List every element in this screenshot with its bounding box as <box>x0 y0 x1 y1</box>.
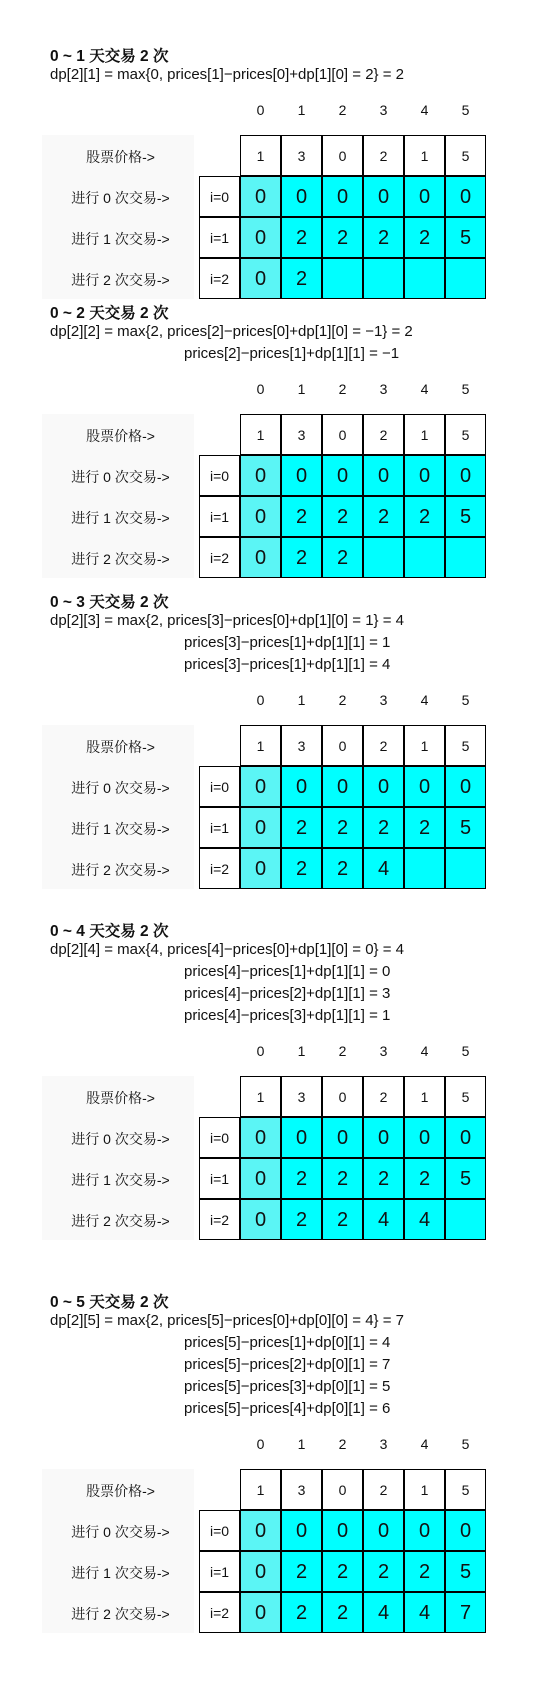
price-cell: 5 <box>445 1076 486 1117</box>
dp-cell: 2 <box>281 537 322 578</box>
dp-cell <box>445 1199 486 1240</box>
dp-cell: 0 <box>445 455 486 496</box>
formula-continuation: prices[4]−prices[1]+dp[1][1] = 0 <box>184 963 391 980</box>
dp-cell: 0 <box>240 1510 281 1551</box>
column-header: 1 <box>297 692 306 708</box>
dp-cell: 2 <box>281 807 322 848</box>
dp-cell: 0 <box>281 176 322 217</box>
dp-cell: 0 <box>322 176 363 217</box>
dp-cell: 0 <box>404 766 445 807</box>
dp-cell: 2 <box>322 848 363 889</box>
column-header: 2 <box>338 381 347 397</box>
formula-continuation: prices[5]−prices[3]+dp[0][1] = 5 <box>184 1378 391 1395</box>
price-cell: 0 <box>322 1076 363 1117</box>
dp-cell: 0 <box>445 766 486 807</box>
dp-cell: 2 <box>404 1551 445 1592</box>
column-header: 4 <box>420 381 429 397</box>
column-header: 0 <box>256 381 265 397</box>
dp-cell: 0 <box>240 1158 281 1199</box>
dp-cell: 0 <box>240 537 281 578</box>
column-header: 5 <box>461 102 470 118</box>
dp-cell: 0 <box>240 1199 281 1240</box>
dp-cell: 4 <box>363 848 404 889</box>
price-cell: 5 <box>445 135 486 176</box>
dp-cell: 2 <box>404 1158 445 1199</box>
dp-cell: 0 <box>240 217 281 258</box>
dp-cell: 0 <box>322 1117 363 1158</box>
dp-cell: 2 <box>404 496 445 537</box>
column-header: 0 <box>256 1043 265 1059</box>
dp-cell: 0 <box>240 807 281 848</box>
dp-cell: 0 <box>240 1551 281 1592</box>
i-label: i=0 <box>199 766 240 807</box>
dp-cell <box>445 537 486 578</box>
column-header: 5 <box>461 1436 470 1452</box>
dp-cell: 2 <box>281 217 322 258</box>
row-label: 进行 1 次交易-> <box>71 510 170 526</box>
dp-cell: 2 <box>363 1158 404 1199</box>
price-cell: 2 <box>363 725 404 766</box>
price-cell: 1 <box>240 1076 281 1117</box>
row-label: 进行 0 次交易-> <box>71 780 170 796</box>
price-cell: 1 <box>404 135 445 176</box>
dp-cell: 0 <box>363 766 404 807</box>
dp-cell: 5 <box>445 1158 486 1199</box>
dp-cell <box>404 537 445 578</box>
dp-cell: 0 <box>281 766 322 807</box>
dp-cell: 0 <box>445 176 486 217</box>
dp-cell <box>404 848 445 889</box>
dp-cell: 2 <box>404 807 445 848</box>
price-cell: 5 <box>445 725 486 766</box>
dp-cell: 0 <box>404 1117 445 1158</box>
dp-cell: 2 <box>281 496 322 537</box>
column-header: 4 <box>420 102 429 118</box>
price-cell: 2 <box>363 414 404 455</box>
price-cell: 3 <box>281 414 322 455</box>
price-cell: 0 <box>322 135 363 176</box>
column-header: 4 <box>420 1436 429 1452</box>
column-header: 1 <box>297 1043 306 1059</box>
column-header: 2 <box>338 1436 347 1452</box>
row-label: 进行 2 次交易-> <box>71 1606 170 1622</box>
dp-cell: 0 <box>363 455 404 496</box>
price-cell: 3 <box>281 1469 322 1510</box>
i-label: i=0 <box>199 455 240 496</box>
dp-cell: 2 <box>363 496 404 537</box>
price-label: 股票价格-> <box>86 739 155 755</box>
price-cell: 1 <box>240 1469 281 1510</box>
row-label: 进行 0 次交易-> <box>71 190 170 206</box>
dp-cell: 0 <box>322 766 363 807</box>
formula-continuation: prices[3]−prices[1]+dp[1][1] = 1 <box>184 634 391 651</box>
column-header: 4 <box>420 692 429 708</box>
dp-cell: 5 <box>445 807 486 848</box>
row-label: 进行 0 次交易-> <box>71 469 170 485</box>
column-header: 1 <box>297 1436 306 1452</box>
column-header: 5 <box>461 381 470 397</box>
dp-cell: 4 <box>363 1592 404 1633</box>
i-label: i=1 <box>199 1551 240 1592</box>
price-cell: 3 <box>281 1076 322 1117</box>
column-header: 0 <box>256 102 265 118</box>
dp-cell <box>445 848 486 889</box>
price-cell: 1 <box>404 1076 445 1117</box>
dp-cell: 0 <box>240 1592 281 1633</box>
row-label: 进行 0 次交易-> <box>71 1524 170 1540</box>
row-label: 进行 1 次交易-> <box>71 231 170 247</box>
i-label: i=1 <box>199 217 240 258</box>
dp-cell <box>404 258 445 299</box>
dp-cell: 2 <box>322 807 363 848</box>
i-label: i=0 <box>199 1117 240 1158</box>
column-header: 3 <box>379 1436 388 1452</box>
dp-cell: 0 <box>363 1117 404 1158</box>
i-label: i=1 <box>199 496 240 537</box>
dp-cell: 2 <box>281 1551 322 1592</box>
price-cell: 3 <box>281 725 322 766</box>
dp-cell: 0 <box>404 1510 445 1551</box>
column-header: 2 <box>338 1043 347 1059</box>
column-header: 3 <box>379 1043 388 1059</box>
dp-cell <box>363 537 404 578</box>
i-label: i=2 <box>199 1199 240 1240</box>
column-header: 3 <box>379 102 388 118</box>
column-header: 5 <box>461 692 470 708</box>
column-header: 3 <box>379 692 388 708</box>
i-label: i=2 <box>199 1592 240 1633</box>
dp-cell: 2 <box>322 537 363 578</box>
row-label: 进行 1 次交易-> <box>71 1565 170 1581</box>
row-label: 进行 2 次交易-> <box>71 1213 170 1229</box>
price-cell: 3 <box>281 135 322 176</box>
dp-cell: 0 <box>363 1510 404 1551</box>
column-header: 3 <box>379 381 388 397</box>
dp-cell: 0 <box>240 848 281 889</box>
section-title: 0 ~ 3 天交易 2 次 <box>50 594 169 611</box>
dp-cell: 4 <box>404 1199 445 1240</box>
price-cell: 2 <box>363 1076 404 1117</box>
dp-cell: 0 <box>363 176 404 217</box>
dp-cell <box>363 258 404 299</box>
row-label: 进行 2 次交易-> <box>71 862 170 878</box>
section-title: 0 ~ 4 天交易 2 次 <box>50 923 169 940</box>
i-label: i=2 <box>199 537 240 578</box>
dp-cell: 5 <box>445 1551 486 1592</box>
formula-continuation: prices[5]−prices[1]+dp[0][1] = 4 <box>184 1334 391 1351</box>
dp-cell: 0 <box>404 455 445 496</box>
price-cell: 2 <box>363 135 404 176</box>
dp-cell: 0 <box>445 1117 486 1158</box>
price-label: 股票价格-> <box>86 428 155 444</box>
dp-cell: 2 <box>281 258 322 299</box>
dp-cell: 0 <box>240 455 281 496</box>
dp-cell: 0 <box>322 1510 363 1551</box>
dp-cell: 2 <box>322 217 363 258</box>
dp-cell: 2 <box>363 1551 404 1592</box>
dp-cell: 0 <box>240 1117 281 1158</box>
price-cell: 5 <box>445 1469 486 1510</box>
row-label: 进行 1 次交易-> <box>71 1172 170 1188</box>
dp-cell: 5 <box>445 496 486 537</box>
dp-cell: 7 <box>445 1592 486 1633</box>
row-label: 进行 2 次交易-> <box>71 272 170 288</box>
formula-line: dp[2][4] = max{4, prices[4]−prices[0]+dp[1][0] = 0} = 4 <box>50 941 404 958</box>
formula-continuation: prices[5]−prices[4]+dp[0][1] = 6 <box>184 1400 391 1417</box>
i-label: i=1 <box>199 807 240 848</box>
dp-cell: 2 <box>322 1158 363 1199</box>
price-cell: 0 <box>322 414 363 455</box>
row-label: 进行 2 次交易-> <box>71 551 170 567</box>
column-header: 2 <box>338 102 347 118</box>
dp-cell: 0 <box>240 176 281 217</box>
price-cell: 0 <box>322 725 363 766</box>
row-label: 进行 1 次交易-> <box>71 821 170 837</box>
formula-line: dp[2][5] = max{2, prices[5]−prices[0]+dp[0][0] = 4} = 7 <box>50 1312 404 1329</box>
dp-cell: 2 <box>404 217 445 258</box>
section-title: 0 ~ 5 天交易 2 次 <box>50 1294 169 1311</box>
formula-line: dp[2][2] = max{2, prices[2]−prices[0]+dp[1][0] = −1} = 2 <box>50 323 413 340</box>
dp-cell: 0 <box>240 496 281 537</box>
price-label: 股票价格-> <box>86 149 155 165</box>
section-title: 0 ~ 1 天交易 2 次 <box>50 48 169 65</box>
dp-cell: 0 <box>240 766 281 807</box>
dp-cell: 0 <box>322 455 363 496</box>
price-cell: 1 <box>404 414 445 455</box>
column-header: 2 <box>338 692 347 708</box>
price-label: 股票价格-> <box>86 1483 155 1499</box>
formula-continuation: prices[3]−prices[1]+dp[1][1] = 4 <box>184 656 391 673</box>
i-label: i=2 <box>199 258 240 299</box>
formula-continuation: prices[5]−prices[2]+dp[0][1] = 7 <box>184 1356 391 1373</box>
price-cell: 1 <box>404 725 445 766</box>
i-label: i=0 <box>199 176 240 217</box>
dp-cell: 0 <box>240 258 281 299</box>
dp-cell: 2 <box>281 848 322 889</box>
formula-line: dp[2][3] = max{2, prices[3]−prices[0]+dp[1][0] = 1} = 4 <box>50 612 404 629</box>
column-header: 4 <box>420 1043 429 1059</box>
dp-cell: 2 <box>322 1551 363 1592</box>
section-title: 0 ~ 2 天交易 2 次 <box>50 305 169 322</box>
dp-cell: 2 <box>363 807 404 848</box>
price-cell: 1 <box>240 414 281 455</box>
i-label: i=2 <box>199 848 240 889</box>
price-cell: 5 <box>445 414 486 455</box>
i-label: i=0 <box>199 1510 240 1551</box>
row-label: 进行 0 次交易-> <box>71 1131 170 1147</box>
dp-cell: 2 <box>322 1199 363 1240</box>
dp-cell: 2 <box>281 1199 322 1240</box>
price-cell: 2 <box>363 1469 404 1510</box>
formula-continuation: prices[2]−prices[1]+dp[1][1] = −1 <box>184 345 400 362</box>
price-cell: 1 <box>240 725 281 766</box>
price-cell: 1 <box>240 135 281 176</box>
formula-line: dp[2][1] = max{0, prices[1]−prices[0]+dp[1][0] = 2} = 2 <box>50 66 404 83</box>
dp-cell: 2 <box>281 1158 322 1199</box>
dp-cell: 0 <box>281 1117 322 1158</box>
price-cell: 1 <box>404 1469 445 1510</box>
column-header: 1 <box>297 381 306 397</box>
dp-cell: 2 <box>281 1592 322 1633</box>
dp-cell: 4 <box>404 1592 445 1633</box>
column-header: 0 <box>256 1436 265 1452</box>
price-label: 股票价格-> <box>86 1090 155 1106</box>
dp-cell: 4 <box>363 1199 404 1240</box>
dp-cell: 0 <box>281 1510 322 1551</box>
dp-cell: 0 <box>281 455 322 496</box>
dp-cell: 2 <box>322 1592 363 1633</box>
column-header: 5 <box>461 1043 470 1059</box>
formula-continuation: prices[4]−prices[2]+dp[1][1] = 3 <box>184 985 391 1002</box>
column-header: 1 <box>297 102 306 118</box>
price-cell: 0 <box>322 1469 363 1510</box>
dp-cell: 2 <box>322 496 363 537</box>
formula-continuation: prices[4]−prices[3]+dp[1][1] = 1 <box>184 1007 391 1024</box>
column-header: 0 <box>256 692 265 708</box>
dp-cell <box>445 258 486 299</box>
dp-cell <box>322 258 363 299</box>
dp-cell: 2 <box>363 217 404 258</box>
i-label: i=1 <box>199 1158 240 1199</box>
dp-cell: 0 <box>445 1510 486 1551</box>
dp-cell: 0 <box>404 176 445 217</box>
dp-cell: 5 <box>445 217 486 258</box>
